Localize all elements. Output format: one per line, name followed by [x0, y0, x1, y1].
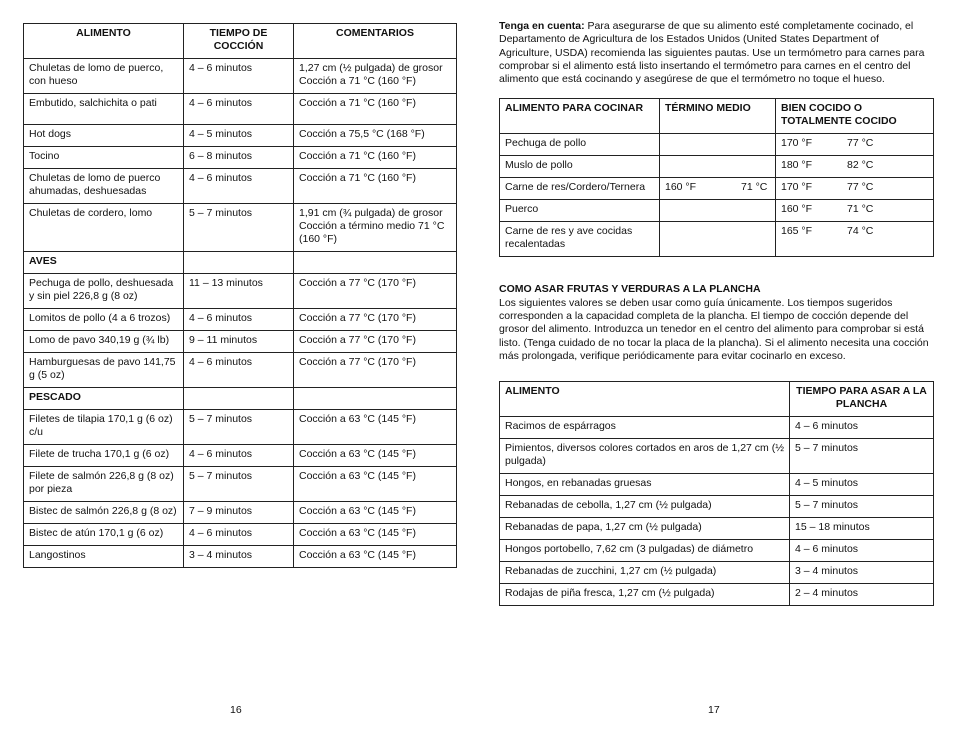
empty-cell	[294, 252, 457, 274]
time-cell: 4 – 6 minutos	[184, 94, 294, 125]
time-cell: 5 – 7 minutos	[184, 467, 294, 502]
food-cell: Langostinos	[24, 546, 184, 568]
well-temp-pair	[781, 225, 928, 238]
page-number-left: 16	[230, 704, 242, 716]
table-row	[500, 584, 934, 606]
table-row	[24, 502, 457, 524]
food-cell: Hongos portobello, 7,62 cm (3 pulgadas) de diámetro	[500, 540, 790, 562]
time-cell: 5 – 7 minutos	[790, 496, 934, 518]
well-fahrenheit: 180 °F	[781, 159, 813, 172]
comment-cell: Cocción a 71 °C (160 °F)	[294, 147, 457, 169]
food-cell: Chuletas de lomo de puerco, con hueso	[24, 59, 184, 94]
time-cell: 4 – 6 minutos	[184, 169, 294, 204]
comment-cell: Cocción a 71 °C (160 °F)	[294, 94, 457, 125]
medium-fahrenheit: 160 °F	[665, 181, 697, 194]
table-row	[24, 274, 457, 309]
food-cell: Hot dogs	[24, 125, 184, 147]
vegetable-grill-table	[499, 381, 934, 606]
time-cell: 4 – 5 minutos	[184, 125, 294, 147]
comment-cell: Cocción a 63 °C (145 °F)	[294, 445, 457, 467]
food-cell: Lomo de pavo 340,19 g (¾ lb)	[24, 331, 184, 353]
table-row	[500, 178, 934, 200]
comment-cell: Cocción a 77 °C (170 °F)	[294, 309, 457, 331]
well-fahrenheit: 165 °F	[781, 225, 813, 238]
food-cell: Bistec de salmón 226,8 g (8 oz)	[24, 502, 184, 524]
medium-temp-cell	[660, 134, 776, 156]
well-temp-cell	[776, 134, 934, 156]
comment-cell: Cocción a 63 °C (145 °F)	[294, 410, 457, 445]
table-row	[500, 156, 934, 178]
vegetable-table-body	[500, 417, 934, 606]
table-row	[24, 353, 457, 388]
food-cell: Filete de salmón 226,8 g (8 oz) por pieza	[24, 467, 184, 502]
food-cell: Rodajas de piña fresca, 1,27 cm (½ pulgada)	[500, 584, 790, 606]
medium-temp-pair	[665, 181, 770, 194]
temp-header-food: ALIMENTO PARA COCINAR	[500, 99, 660, 134]
table-row	[24, 445, 457, 467]
empty-cell	[294, 388, 457, 410]
table-row	[24, 147, 457, 169]
food-cell: Pechuga de pollo, deshuesada y sin piel 226,8 g (8 oz)	[24, 274, 184, 309]
comment-cell: Cocción a 77 °C (170 °F)	[294, 331, 457, 353]
comment-cell: 1,27 cm (½ pulgada) de grosor Cocción a 71 °C (160 °F)	[294, 59, 457, 94]
comment-cell: Cocción a 77 °C (170 °F)	[294, 274, 457, 309]
time-cell: 4 – 6 minutos	[184, 59, 294, 94]
time-cell: 5 – 7 minutos	[184, 204, 294, 252]
section-row	[24, 388, 457, 410]
time-cell: 7 – 9 minutos	[184, 502, 294, 524]
grill-section-title: COMO ASAR FRUTAS Y VERDURAS A LA PLANCHA	[499, 283, 761, 296]
medium-temp-cell	[660, 178, 776, 200]
table-row	[500, 496, 934, 518]
comment-cell: Cocción a 77 °C (170 °F)	[294, 353, 457, 388]
medium-temp-cell	[660, 156, 776, 178]
time-cell: 5 – 7 minutos	[184, 410, 294, 445]
comment-cell: Cocción a 75,5 °C (168 °F)	[294, 125, 457, 147]
time-cell: 2 – 4 minutos	[790, 584, 934, 606]
veg-header-time: TIEMPO PARA ASAR A LA PLANCHA	[790, 382, 934, 417]
usda-note	[499, 20, 933, 86]
left-page	[23, 23, 456, 716]
well-temp-pair	[781, 137, 928, 150]
food-cell: Hamburguesas de pavo 141,75 g (5 oz)	[24, 353, 184, 388]
table-row	[24, 524, 457, 546]
food-cell: Chuletas de cordero, lomo	[24, 204, 184, 252]
well-celsius: 77 °C	[847, 181, 874, 194]
food-cell: Lomitos de pollo (4 a 6 trozos)	[24, 309, 184, 331]
grill-section-text: Los siguientes valores se deben usar como guía únicamente. Los tiempos sugeridos corresponden a la capacidad completa de la plancha. El tiempo de cocción depende del grosor del alimento. Introduzca un tenedor en el centro del alimento para comprobar si está listo. (Tenga cuidado de no tocar la placa de la plancha). Si el alimento necesita una cocción más prolongada, verifique periódicamente para evitar cocinarlo en exceso.	[499, 296, 929, 362]
well-celsius: 77 °C	[847, 137, 874, 150]
temperature-table	[499, 98, 934, 257]
comment-cell: 1,91 cm (¾ pulgada) de grosor Cocción a término medio 71 °C (160 °F)	[294, 204, 457, 252]
table-row	[24, 546, 457, 568]
empty-cell	[184, 252, 294, 274]
medium-temp-cell	[660, 200, 776, 222]
header-time: TIEMPO DE COCCIÓN	[184, 24, 294, 59]
time-cell: 3 – 4 minutos	[790, 562, 934, 584]
medium-temp-cell	[660, 222, 776, 257]
header-comments: COMENTARIOS	[294, 24, 457, 59]
food-cell: Rebanadas de cebolla, 1,27 cm (½ pulgada)	[500, 496, 790, 518]
meat-cooking-table	[23, 23, 457, 568]
well-celsius: 74 °C	[847, 225, 874, 238]
time-cell: 4 – 6 minutos	[790, 417, 934, 439]
section-row	[24, 252, 457, 274]
table-row	[500, 417, 934, 439]
table-row	[500, 474, 934, 496]
table-row	[24, 204, 457, 252]
table-row	[500, 518, 934, 540]
food-cell: Pimientos, diversos colores cortados en aros de 1,27 cm (½ pulgada)	[500, 439, 790, 474]
time-cell: 4 – 6 minutos	[184, 445, 294, 467]
well-temp-cell	[776, 156, 934, 178]
empty-cell	[184, 388, 294, 410]
veg-header-food: ALIMENTO	[500, 382, 790, 417]
food-cell: Filete de trucha 170,1 g (6 oz)	[24, 445, 184, 467]
table-row	[500, 439, 934, 474]
table-row	[24, 331, 457, 353]
page-number-right: 17	[708, 704, 720, 716]
meat-table-body	[24, 59, 457, 568]
food-cell: Tocino	[24, 147, 184, 169]
comment-cell: Cocción a 63 °C (145 °F)	[294, 467, 457, 502]
temp-header-medium: TÉRMINO MEDIO	[660, 99, 776, 134]
comment-cell: Cocción a 63 °C (145 °F)	[294, 524, 457, 546]
time-cell: 4 – 5 minutos	[790, 474, 934, 496]
table-row	[500, 222, 934, 257]
medium-celsius: 71 °C	[741, 181, 768, 194]
food-cell: Racimos de espárragos	[500, 417, 790, 439]
food-cell: Filetes de tilapia 170,1 g (6 oz) c/u	[24, 410, 184, 445]
food-cell: Carne de res/Cordero/Ternera	[500, 178, 660, 200]
time-cell: 4 – 6 minutos	[790, 540, 934, 562]
right-page	[499, 20, 933, 716]
well-fahrenheit: 160 °F	[781, 203, 813, 216]
well-temp-cell	[776, 200, 934, 222]
well-celsius: 82 °C	[847, 159, 874, 172]
food-cell: Rebanadas de papa, 1,27 cm (½ pulgada)	[500, 518, 790, 540]
table-row	[24, 169, 457, 204]
section-label: PESCADO	[24, 388, 184, 410]
table-row	[24, 309, 457, 331]
well-fahrenheit: 170 °F	[781, 181, 813, 194]
time-cell: 11 – 13 minutos	[184, 274, 294, 309]
temperature-table-body	[500, 134, 934, 257]
well-fahrenheit: 170 °F	[781, 137, 813, 150]
section-label: AVES	[24, 252, 184, 274]
table-row	[500, 134, 934, 156]
time-cell: 4 – 6 minutos	[184, 353, 294, 388]
food-cell: Hongos, en rebanadas gruesas	[500, 474, 790, 496]
comment-cell: Cocción a 63 °C (145 °F)	[294, 502, 457, 524]
food-cell: Puerco	[500, 200, 660, 222]
food-cell: Bistec de atún 170,1 g (6 oz)	[24, 524, 184, 546]
note-label: Tenga en cuenta:	[499, 20, 585, 32]
time-cell: 3 – 4 minutos	[184, 546, 294, 568]
well-temp-cell	[776, 178, 934, 200]
comment-cell: Cocción a 63 °C (145 °F)	[294, 546, 457, 568]
table-row	[500, 200, 934, 222]
table-row	[24, 410, 457, 445]
well-temp-pair	[781, 159, 928, 172]
food-cell: Carne de res y ave cocidas recalentadas	[500, 222, 660, 257]
time-cell: 15 – 18 minutos	[790, 518, 934, 540]
time-cell: 4 – 6 minutos	[184, 524, 294, 546]
well-temp-pair	[781, 203, 928, 216]
table-row	[24, 125, 457, 147]
food-cell: Chuletas de lomo de puerco ahumadas, deshuesadas	[24, 169, 184, 204]
food-cell: Pechuga de pollo	[500, 134, 660, 156]
table-row	[24, 59, 457, 94]
table-row	[500, 540, 934, 562]
well-celsius: 71 °C	[847, 203, 874, 216]
time-cell: 9 – 11 minutos	[184, 331, 294, 353]
well-temp-pair	[781, 181, 928, 194]
food-cell: Muslo de pollo	[500, 156, 660, 178]
table-row	[24, 94, 457, 125]
time-cell: 4 – 6 minutos	[184, 309, 294, 331]
table-row	[24, 467, 457, 502]
comment-cell: Cocción a 71 °C (160 °F)	[294, 169, 457, 204]
well-temp-cell	[776, 222, 934, 257]
table-row	[500, 562, 934, 584]
header-food: ALIMENTO	[24, 24, 184, 59]
note-text: Para asegurarse de que su alimento esté completamente cocinado, el Departamento de Agricultura de los Estados Unidos (United States Department of Agriculture, USDA) recomienda las siguientes pautas. Use un termómetro para carnes para comprobar si el alimento está listo insertando el termómetro para carnes en el centro del alimento que está cocinando y asegúrese de que el termómetro no toque el hueso.	[499, 20, 925, 86]
time-cell: 5 – 7 minutos	[790, 439, 934, 474]
time-cell: 6 – 8 minutos	[184, 147, 294, 169]
food-cell: Embutido, salchichita o pati	[24, 94, 184, 125]
temp-header-well: BIEN COCIDO O TOTALMENTE COCIDO	[776, 99, 934, 134]
food-cell: Rebanadas de zucchini, 1,27 cm (½ pulgada)	[500, 562, 790, 584]
